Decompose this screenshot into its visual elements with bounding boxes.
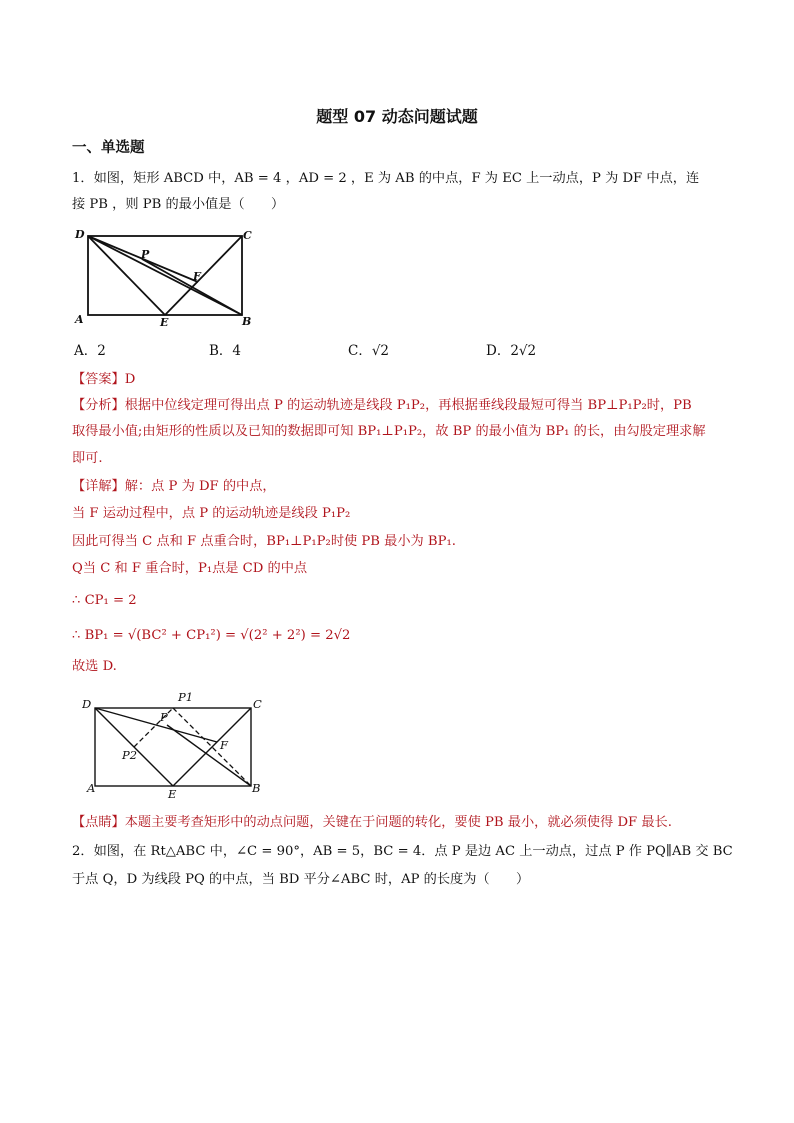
q1-segment-DE: [88, 236, 165, 315]
q1-detail-line2: 当 F 运动过程中，点 P 的运动轨迹是线段 P₁P₂: [72, 506, 351, 521]
answer-value: D: [124, 372, 136, 387]
q1-analysis-line3: 即可.: [72, 451, 103, 466]
analysis-text1: 根据中位线定理可得出点 P 的运动轨迹是线段 P₁P₂，再根据垂线段最短可得当 BP⊥P₁P₂时，PB: [124, 398, 692, 413]
q2fig-label-P2: P2: [122, 748, 138, 762]
q2fig-label-P1: P1: [178, 690, 194, 704]
q2fig-label-A: A: [87, 781, 96, 795]
comment-tag: 【点睛】: [72, 815, 125, 830]
q1-option-c: C．√2: [348, 343, 390, 359]
q2-stem-line1: 2．如图，在 Rt△ABC 中，∠C = 90°，AB = 5，BC = 4．点 P 是边 AC 上一动点，过点 P 作 PQ∥AB 交 BC: [72, 844, 733, 859]
answer-tag: 【答案】: [72, 372, 125, 387]
q1-figure: [74, 226, 264, 330]
detail-tag: 【详解】: [72, 479, 125, 494]
analysis-tag: 【分析】: [72, 398, 125, 413]
page-title: 题型 07 动态问题试题: [316, 107, 478, 126]
q1-option-d: D．2√2: [486, 343, 537, 359]
q1-label-C: C: [243, 229, 252, 242]
q2fig-label-B: B: [252, 781, 261, 795]
comment-text: 本题主要考查矩形中的动点问题，关键在于问题的转化，要使 PB 最小，就必须使得 DF 最长.: [124, 815, 672, 830]
q1-segment-DB: [88, 236, 242, 315]
q1-analysis-line1: [72, 397, 692, 415]
q2fig-label-E: E: [168, 787, 177, 801]
q1-option-b: B．4: [209, 343, 242, 359]
q1-analysis-line2: 取得最小值;由矩形的性质以及已知的数据即可知 BP₁⊥P₁P₂，故 BP 的最小值为 BP₁ 的长，由勾股定理求解: [72, 424, 706, 439]
q1-detail-line1: [72, 478, 276, 496]
q1-comment-line: [72, 814, 672, 832]
q1-answer: [72, 371, 135, 389]
q1-detail-line3: 因此可得当 C 点和 F 点重合时，BP₁⊥P₁P₂时使 PB 最小为 BP₁.: [72, 534, 456, 549]
q2fig-segment-DF: [95, 708, 217, 742]
q1-label-F: F: [193, 270, 201, 283]
detail-text1: 解：点 P 为 DF 的中点，: [124, 479, 276, 494]
q2fig-label-C: C: [253, 697, 262, 711]
q1-detail-line4: Q当 C 和 F 重合时，P₁点是 CD 的中点: [72, 561, 308, 576]
q2fig-segment-PB: [167, 725, 251, 786]
q1-segment-EC: [165, 236, 242, 315]
q1-detail-line5: ∴ CP₁ = 2: [72, 593, 137, 608]
q1-detail-line7: 故选 D.: [72, 659, 117, 674]
q2fig-label-F: F: [220, 738, 228, 752]
q1-detail-line6: ∴ BP₁ = √(BC² + CP₁²) = √(2² + 2²) = 2√2: [72, 628, 351, 643]
q1-stem-line1: 1．如图，矩形 ABCD 中，AB = 4 ，AD = 2 ，E 为 AB 的中点，F 为 EC 上一动点，P 为 DF 中点，连: [72, 171, 700, 186]
q2fig-label-P: P: [160, 710, 168, 724]
section-heading: 一、单选题: [72, 140, 145, 156]
q1-label-A: A: [75, 313, 84, 326]
q1-label-P: P: [141, 248, 150, 261]
q1-label-D: D: [75, 228, 85, 241]
q1-solution-figure: [82, 686, 272, 804]
q1-option-a: A．2: [74, 343, 106, 359]
q2fig-label-D: D: [82, 697, 92, 711]
q1-stem-line2: 接 PB ，则 PB 的最小值是（ ）: [72, 197, 285, 212]
q2-stem-line2: 于点 Q，D 为线段 PQ 的中点，当 BD 平分∠ABC 时，AP 的长度为（ ）: [72, 872, 530, 887]
q1-label-B: B: [242, 315, 252, 328]
q1-label-E: E: [160, 316, 169, 329]
